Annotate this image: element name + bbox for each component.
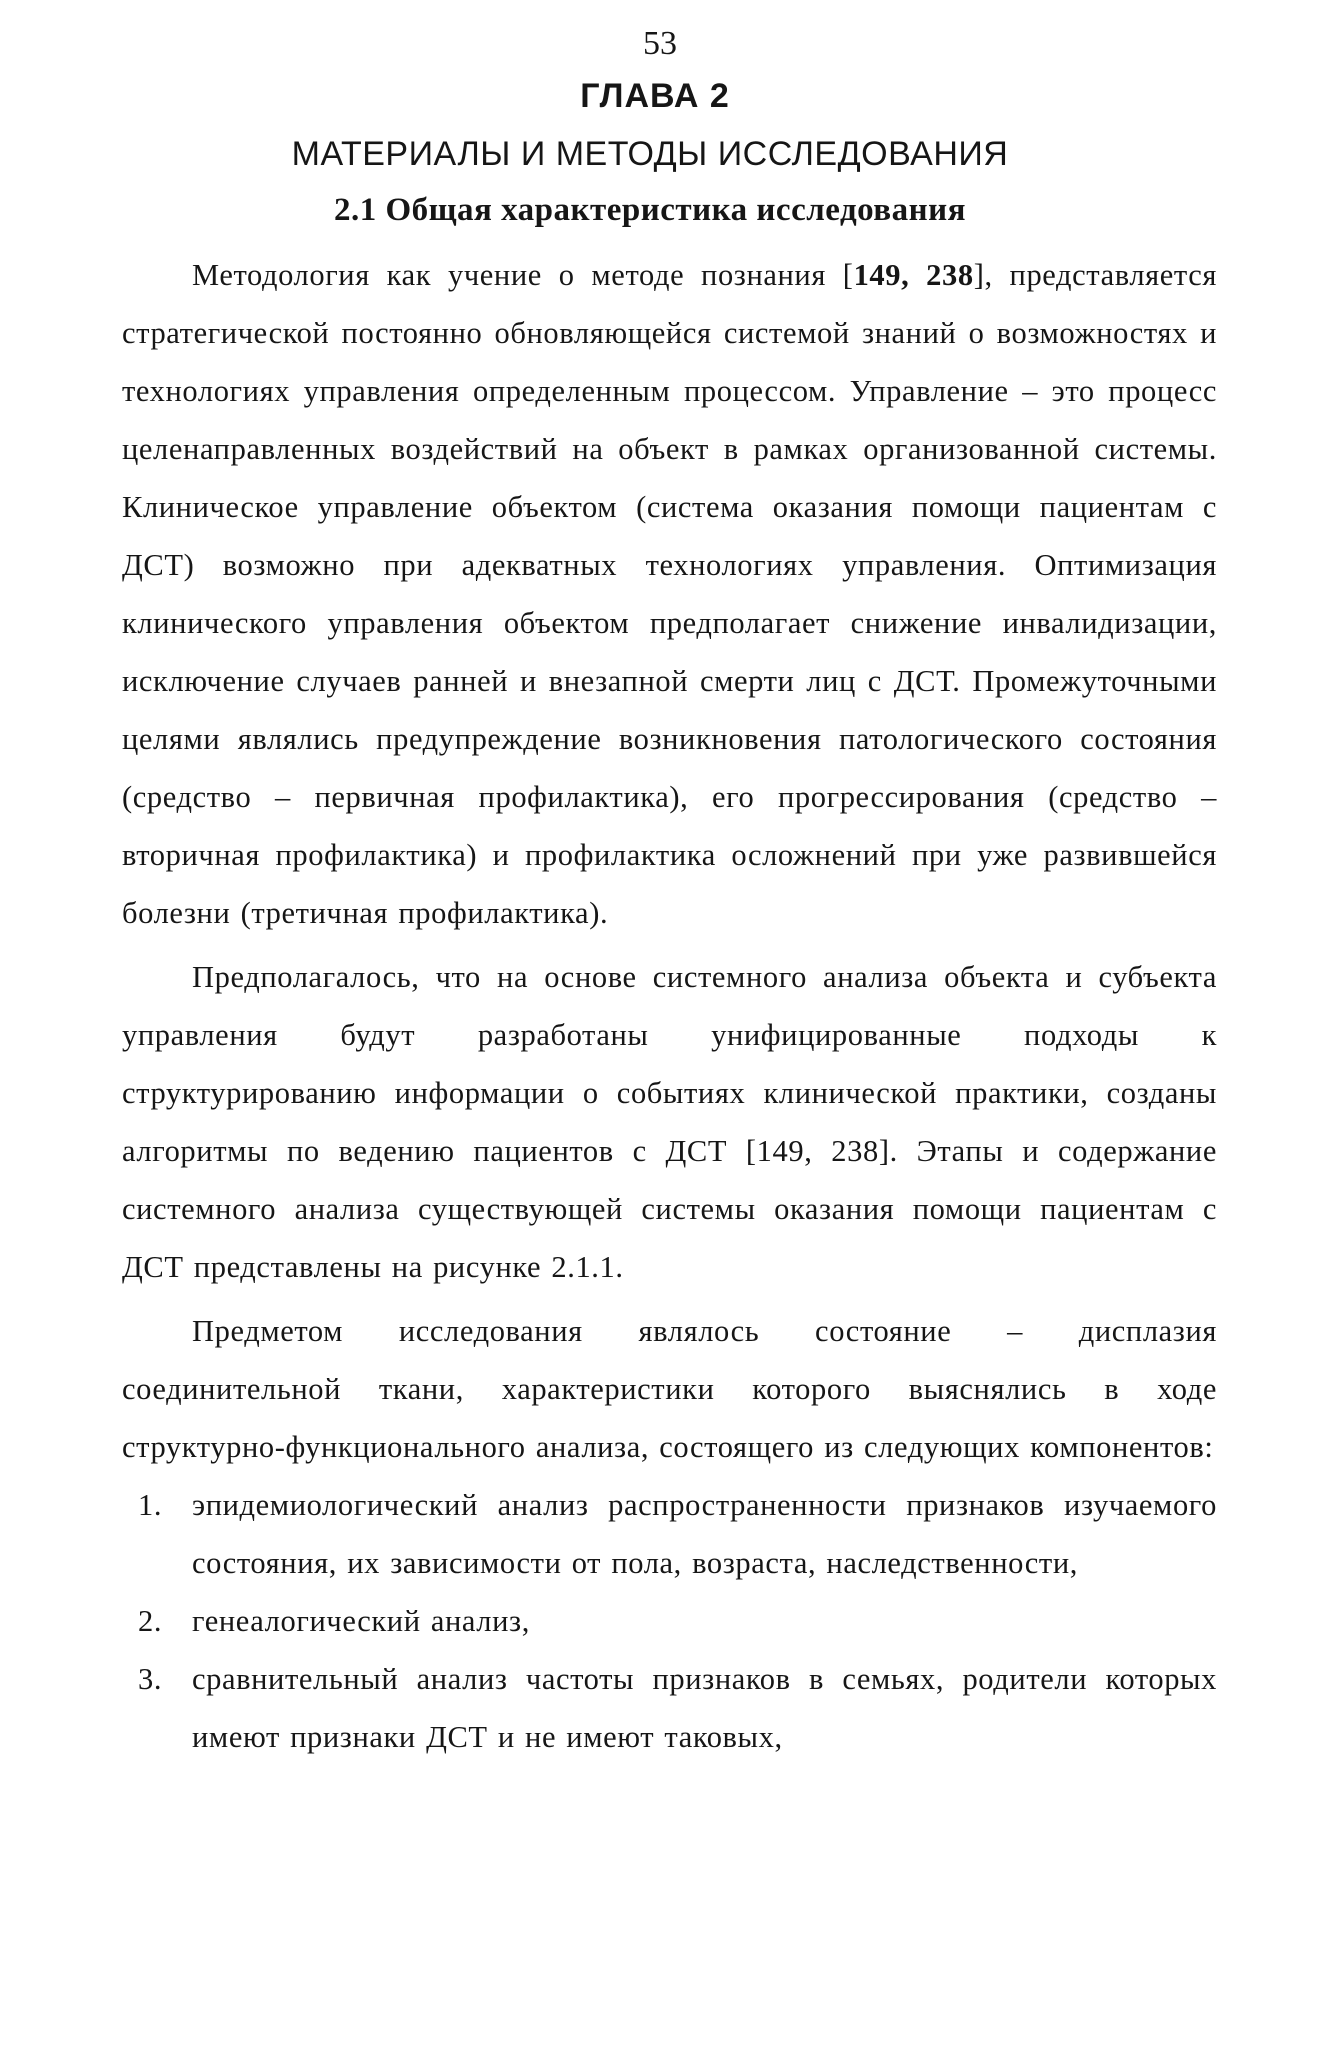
body-text — [122, 246, 1217, 1766]
paragraph-subject: Предметом исследования являлось состояние – дисплазия соединительной ткани, характеристики которого выяснялись в ходе структурно-функционального анализа, состоящего из следующих компонентов: — [122, 1314, 1217, 1464]
chapter-subtitle: МАТЕРИАЛЫ И МЕТОДЫ ИССЛЕДОВАНИЯ — [291, 135, 1009, 173]
paragraph-system-analysis: Предполагалось, что на основе системного анализа объекта и субъекта управления будут разработаны унифицированные подходы к структурированию информации о событиях клинической практики, созданы алгоритмы по ведению пациентов с ДСТ [149, 238]. Этапы и содержание системного анализа существующей системы оказания помощи пациентам с ДСТ представлены на рисунке 2.1.1. — [122, 960, 1217, 1284]
list-item-number: 3. — [138, 1662, 163, 1696]
list-item — [122, 1650, 1217, 1766]
analysis-components-list — [122, 1476, 1217, 1766]
paragraph-methodology — [122, 246, 1217, 942]
list-item — [122, 1592, 1217, 1650]
list-item — [122, 1476, 1217, 1592]
page-number: 53 — [643, 25, 677, 62]
list-item-number: 1. — [138, 1488, 163, 1522]
paragraph-methodology-rest: ], представляется стратегической постоянно обновляющейся системой знаний о возможностях и технологиях управления определенным процессом. Управление – это процесс целенаправленных воздействий на объект в рамках организованной системы. Клиническое управление объектом (система оказания помощи пациентам с ДСТ) возможно при адекватных технологиях управления. Оптимизация клинического управления объектом предполагает снижение инвалидизации, исключение случаев ранней и внезапной смерти лиц с ДСТ. Промежуточными целями являлись предупреждение возникновения патологического состояния (средство – первичная профилактика), его прогрессирования (средство – вторичная профилактика) и профилактика осложнений при уже развившейся болезни (третичная профилактика). — [122, 258, 1217, 930]
paragraph-methodology-lead: Методология как учение о методе познания [ — [192, 258, 854, 292]
list-item-text: сравнительный анализ частоты признаков в семьях, родители которых имеют признаки ДСТ и не имеют таковых, — [192, 1662, 1217, 1754]
chapter-title: ГЛАВА 2 — [580, 77, 730, 115]
section-title: 2.1 Общая характеристика исследования — [333, 192, 967, 228]
list-item-text: генеалогический анализ, — [192, 1604, 530, 1638]
list-item-number: 2. — [138, 1604, 163, 1638]
list-item-text: эпидемиологический анализ распространенности признаков изучаемого состояния, их зависимости от пола, возраста, наследственности, — [192, 1488, 1217, 1580]
citation-refs: 149, 238 — [853, 258, 974, 292]
